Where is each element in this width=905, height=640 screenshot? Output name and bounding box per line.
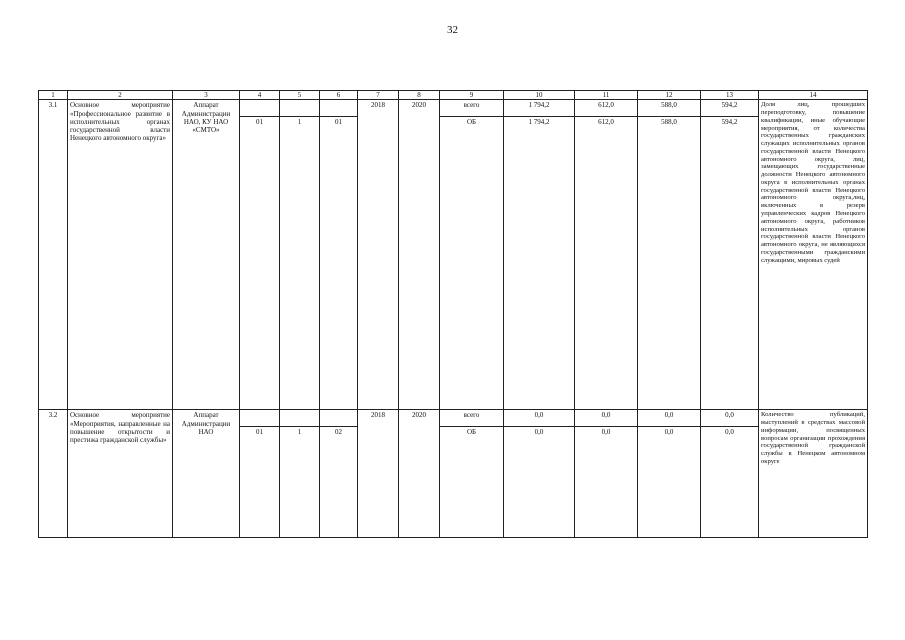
value-cell: 0,0 — [638, 410, 701, 427]
header-cell: 7 — [358, 91, 399, 100]
code-cell: 1 — [280, 427, 320, 538]
code-cell: 01 — [320, 117, 358, 410]
code-cell — [240, 410, 280, 427]
code-cell — [320, 100, 358, 117]
code-cell — [320, 410, 358, 427]
value-cell: 0,0 — [575, 427, 638, 538]
end-year: 2020 — [399, 100, 440, 410]
value-cell: 0,0 — [701, 410, 759, 427]
header-cell: 5 — [280, 91, 320, 100]
end-year: 2020 — [399, 410, 440, 538]
header-row — [39, 91, 868, 100]
indicator: Количество публикаций, выступлений в средствах массовой информации, посвященных вопросам организации прохождения государственной гражданской службы в Ненецком автономном округе — [759, 410, 868, 538]
page-number: 32 — [447, 24, 458, 36]
code-cell — [280, 410, 320, 427]
value-cell: 612,0 — [575, 117, 638, 410]
header-cell: 14 — [759, 91, 868, 100]
header-cell: 8 — [399, 91, 440, 100]
value-cell: 612,0 — [575, 100, 638, 117]
value-cell: 588,0 — [638, 100, 701, 117]
indicator: Доля лиц, прошедших переподготовку, повышение квалификации, иные обучающие мероприятия, от количества государственных гражданских служащих исполнительных органов государственной власти Ненецкого автономного округа, лиц, замещающих государственные должности Ненецкого автономного округа в исполнительных органах государственной власти Ненецкого автономного округа,лиц, включенных в резерв управленческих кадров Ненецкого автономного округа, работников исполнительных органов государственной власти Ненецкого автономного округа, не являющихся государственными гражданскими служащими, мировых судей — [759, 100, 868, 410]
table-row — [39, 100, 868, 117]
header-cell: 4 — [240, 91, 280, 100]
funding-source: всего — [440, 410, 504, 427]
code-cell: 02 — [320, 427, 358, 538]
activity-name: Основное мероприятие «Мероприятия, направленные на повышение открытости и престижа гражданской службы» — [68, 410, 173, 538]
program-table — [38, 90, 868, 538]
code-cell — [240, 100, 280, 117]
start-year: 2018 — [358, 410, 399, 538]
code-cell: 01 — [240, 427, 280, 538]
header-cell: 1 — [39, 91, 68, 100]
header-cell: 10 — [504, 91, 575, 100]
value-cell: 0,0 — [504, 427, 575, 538]
value-cell: 594,2 — [701, 100, 759, 117]
funding-source: ОБ — [440, 427, 504, 538]
value-cell: 1 794,2 — [504, 100, 575, 117]
row-number: 3.1 — [39, 100, 68, 410]
funding-source: всего — [440, 100, 504, 117]
header-cell: 12 — [638, 91, 701, 100]
code-cell — [280, 100, 320, 117]
header-cell: 6 — [320, 91, 358, 100]
executor: Аппарат Администрации НАО, КУ НАО «СМТО» — [173, 100, 240, 410]
code-cell: 01 — [240, 117, 280, 410]
header-cell: 3 — [173, 91, 240, 100]
executor: Аппарат Администрации НАО — [173, 410, 240, 538]
value-cell: 0,0 — [575, 410, 638, 427]
value-cell: 0,0 — [638, 427, 701, 538]
start-year: 2018 — [358, 100, 399, 410]
table-row — [39, 410, 868, 427]
code-cell: 1 — [280, 117, 320, 410]
activity-name: Основное мероприятие «Профессиональное развитие в исполнительных органах государственной власти Ненецкого автономного округа» — [68, 100, 173, 410]
value-cell: 0,0 — [504, 410, 575, 427]
value-cell: 588,0 — [638, 117, 701, 410]
header-cell: 9 — [440, 91, 504, 100]
header-cell: 2 — [68, 91, 173, 100]
header-cell: 11 — [575, 91, 638, 100]
row-number: 3.2 — [39, 410, 68, 538]
value-cell: 0,0 — [701, 427, 759, 538]
funding-source: ОБ — [440, 117, 504, 410]
header-cell: 13 — [701, 91, 759, 100]
value-cell: 594,2 — [701, 117, 759, 410]
value-cell: 1 794,2 — [504, 117, 575, 410]
